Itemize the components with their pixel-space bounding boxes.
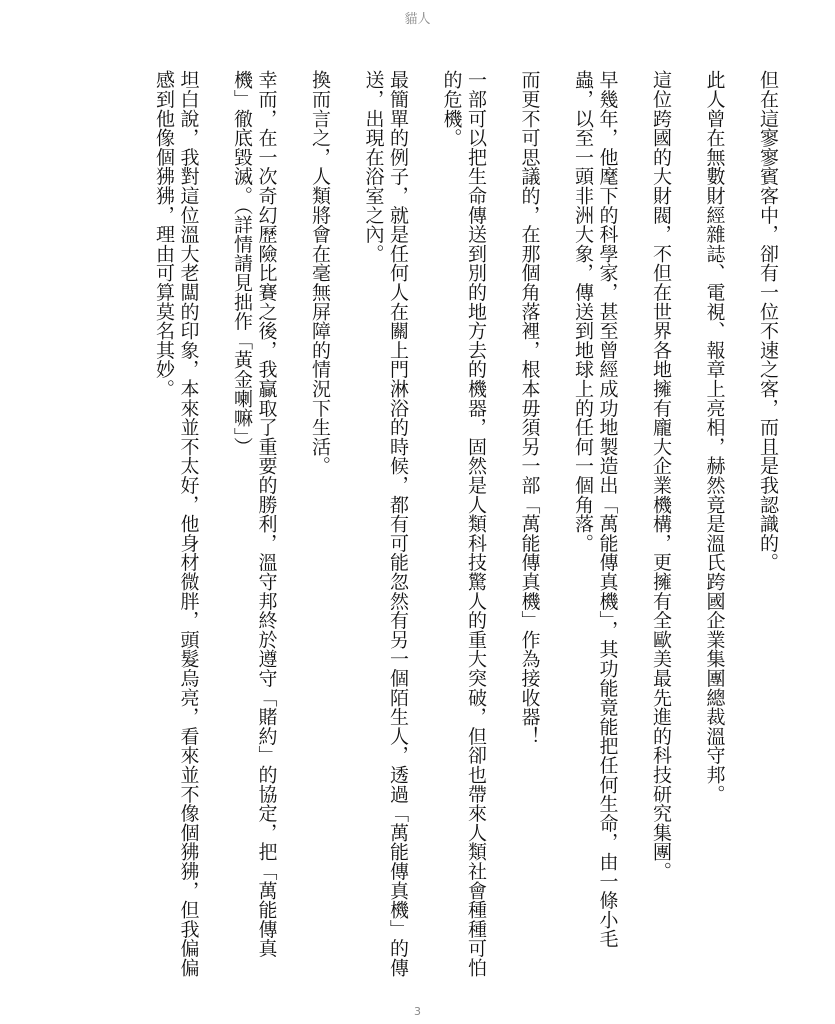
paragraph: 坦白說，我對這位溫大老闆的印象，本來並不太好，他身材微胖，頭髮烏亮，看來並不像個狒狒，但我偏偏感到他像個狒狒，理由可算莫名其妙。 [153,70,200,978]
paragraph: 這位跨國的大財閥，不但在世界各地擁有龐大企業機構，更擁有全歐美最先進的科技研究集團。 [650,70,672,881]
paragraph: 幸而，在一次奇幻歷險比賽之後，我贏取了重要的勝利，溫守邦終於遵守「賭約」的協定，把「萬能傳真機」徹底毀滅。（詳情請見拙作「黃金喇嘛」） [231,70,278,958]
page-header-title: 貓人 [404,12,431,27]
paragraph: 而更不可思議的，在那個角落裡，根本毋須另一部「萬能傳真機」作為接收器！ [518,70,541,746]
paragraph: 換而言之，人類將會在毫無屏障的情況下生活。 [309,70,331,476]
vertical-text-body [60,70,780,980]
paragraph: 此人曾在無數財經雜誌、電視、報章上亮相，赫然竟是溫氏跨國企業集團總裁溫守邦。 [703,70,726,804]
page-number: 3 [414,1005,421,1018]
paragraph: 一部可以把生命傳送到別的地方去的機器，固然是人類科技驚人的重大突破，但卻也帶來人類社會種種可怕的危機。 [440,70,487,978]
paragraph: 但在這寥寥賓客中，卻有一位不速之客，而且是我認識的。 [757,70,779,572]
paragraph: 最簡單的例子，就是任何人在關上門淋浴的時候，都有可能忽然有另一個陌生人，透過「萬能傳真機」的傳送，出現在浴室之內。 [362,70,409,978]
paragraph: 早幾年，他麾下的科學家，甚至曾經成功地製造出「萬能傳真機」，其功能竟能把任何生命，由一條小毛蟲，以至一頭非洲大象，傳送到地球上的任何一個角落。 [572,70,619,949]
